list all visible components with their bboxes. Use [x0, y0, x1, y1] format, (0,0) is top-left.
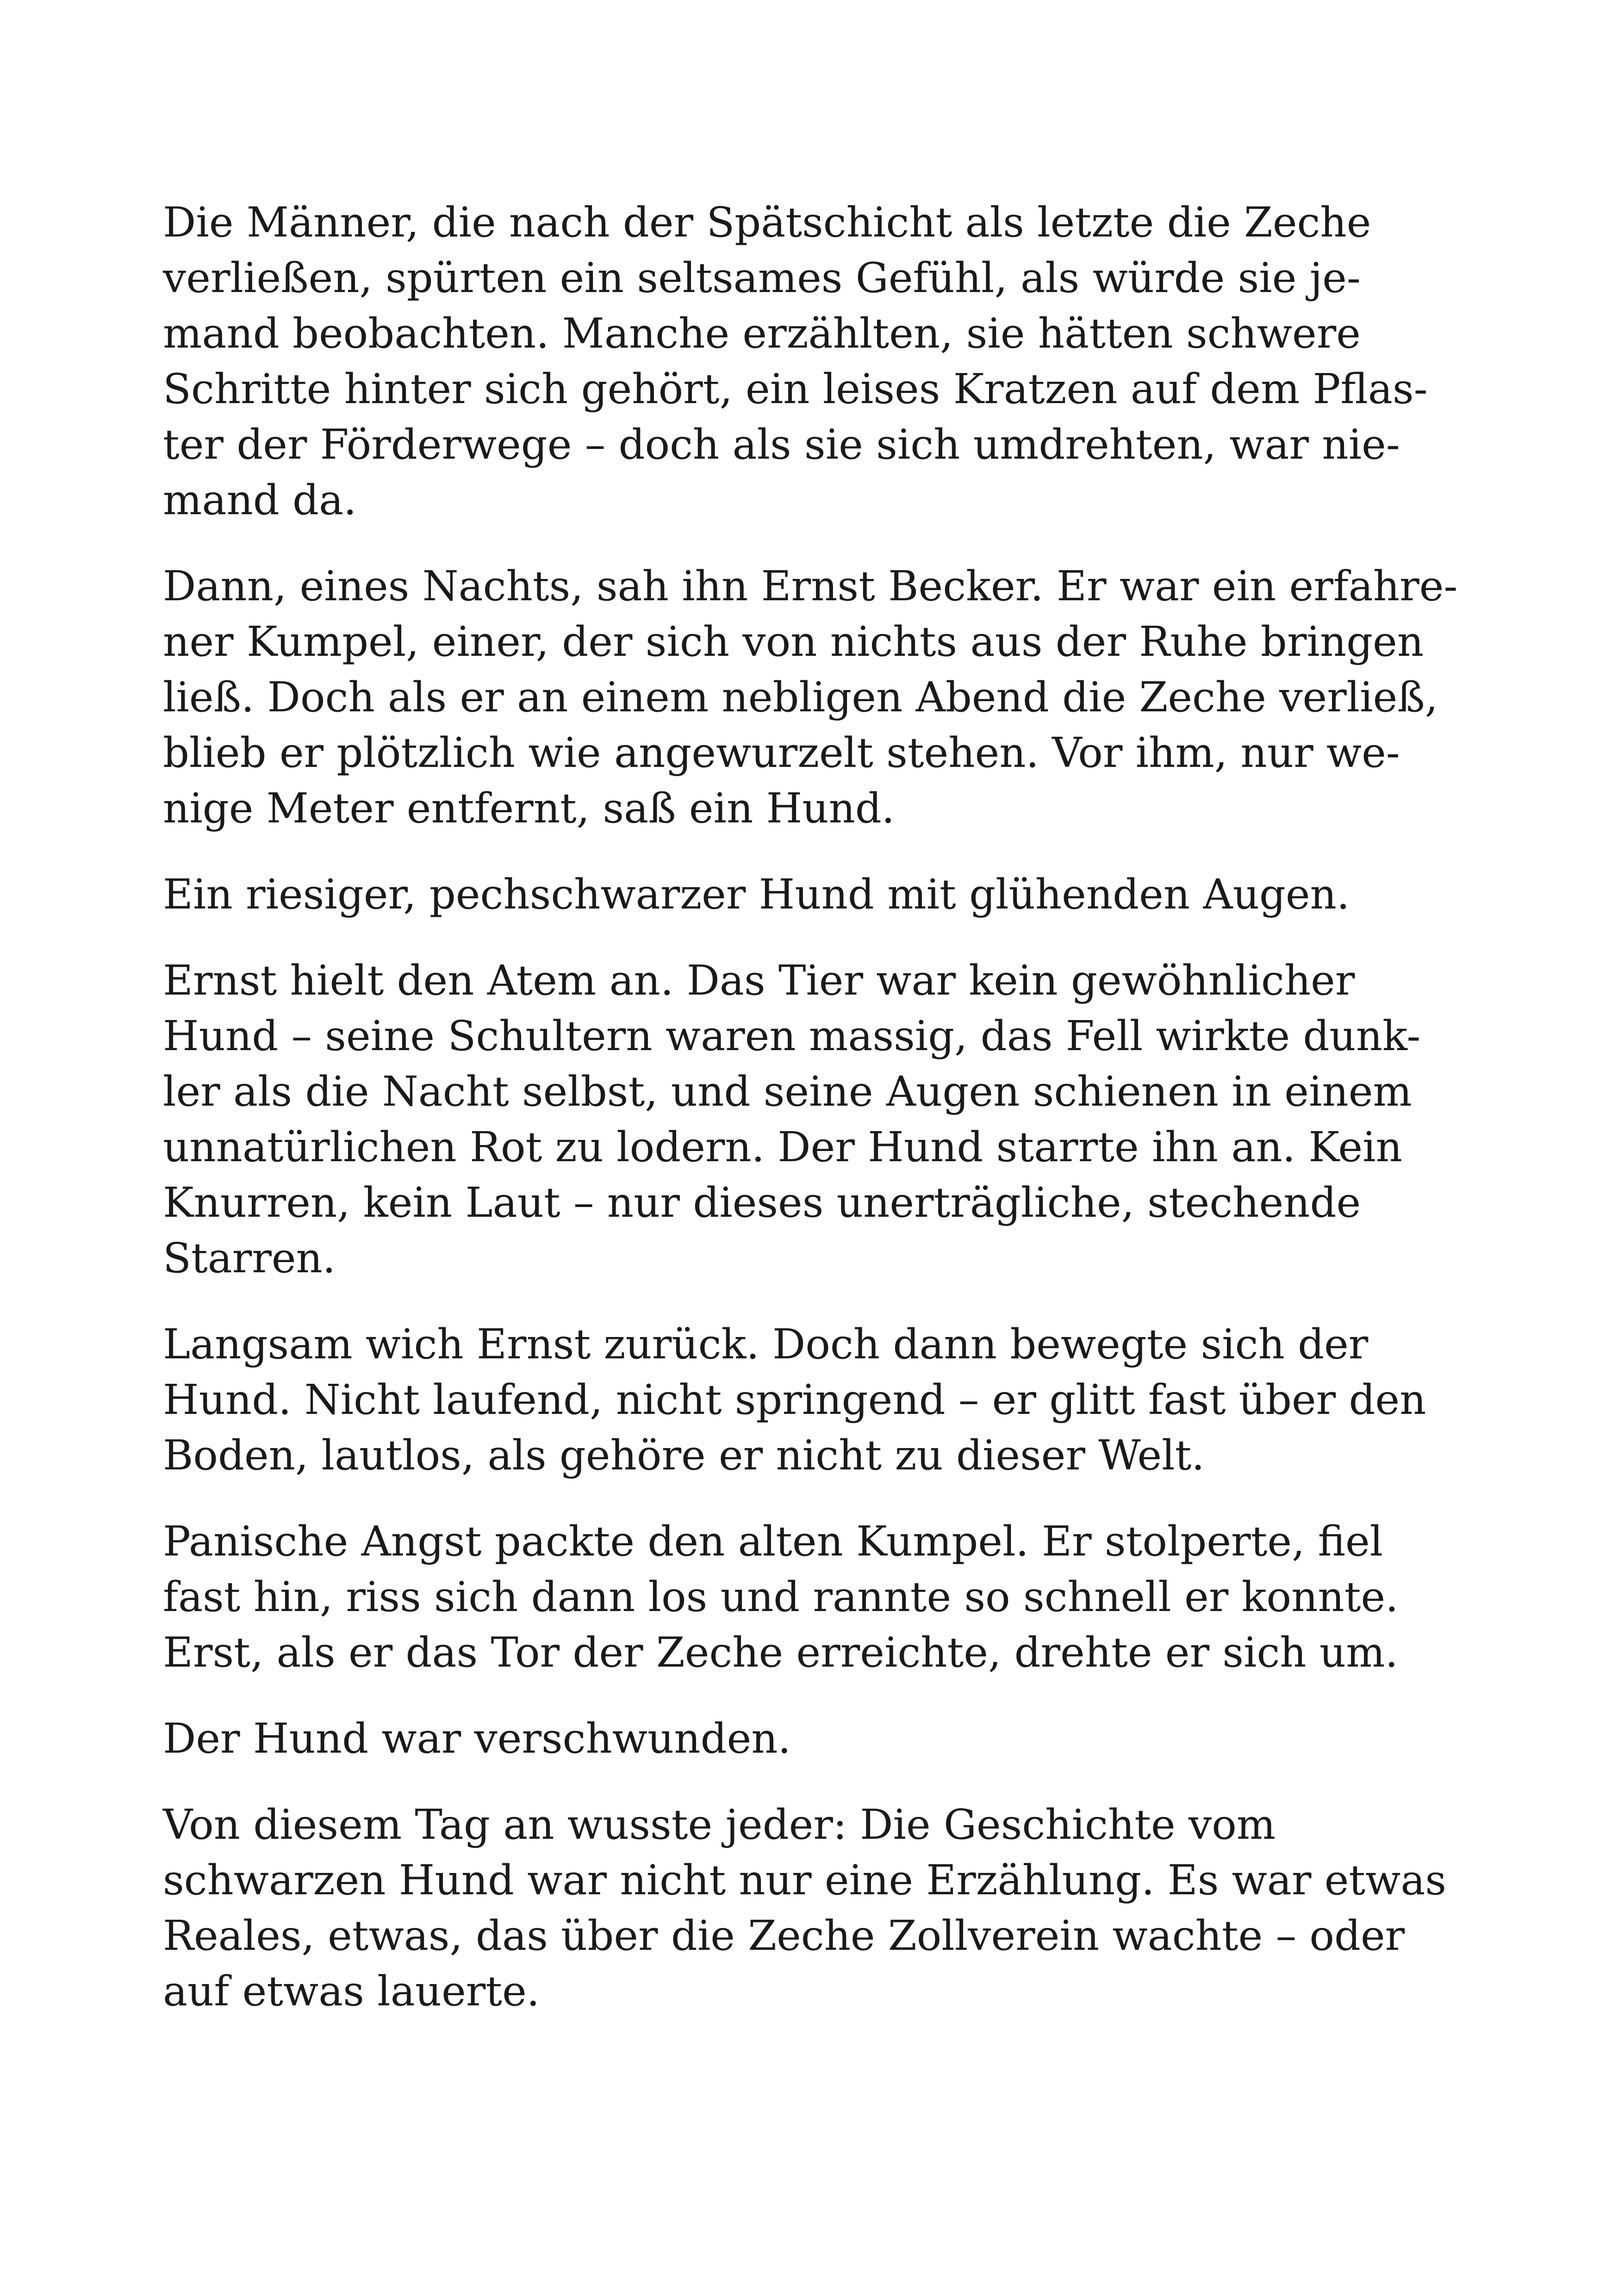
text-line: mand beobachten. Manche erzählten, sie hätten schwere — [163, 309, 1361, 357]
text-line: mand da. — [163, 476, 357, 524]
paragraph-spacing — [163, 1483, 1468, 1513]
paragraph — [163, 952, 1468, 1286]
text-line: schwarzen Hund war nicht nur eine Erzählung. Es war etwas — [163, 1856, 1447, 1904]
text-line: Von diesem Tag an wusste jeder: Die Geschichte vom — [163, 1800, 1276, 1848]
story-text — [163, 194, 1468, 2019]
text-line: fast hin, riss sich dann los und rannte so schnell er konnte. — [163, 1573, 1399, 1621]
text-line: Starren. — [163, 1234, 336, 1282]
text-line: ter der Förderwege – doch als sie sich umdrehten, war nie- — [163, 420, 1400, 468]
text-line: Langsam wich Ernst zurück. Doch dann bewegte sich der — [163, 1320, 1369, 1368]
text-line: Hund. Nicht laufend, nicht springend – er glitt fast über den — [163, 1375, 1426, 1424]
text-line: Ein riesiger, pechschwarzer Hund mit glühenden Augen. — [163, 870, 1350, 918]
text-line: auf etwas lauerte. — [163, 1967, 540, 2015]
text-line: ner Kumpel, einer, der sich von nichts aus der Ruhe bringen — [163, 617, 1424, 666]
text-line: Schritte hinter sich gehört, ein leises Kratzen auf dem Pflas- — [163, 365, 1428, 413]
paragraph — [163, 1711, 1468, 1766]
text-line: Knurren, kein Laut – nur dieses unerträgliche, stechende — [163, 1178, 1361, 1226]
text-line: nige Meter entfernt, saß ein Hund. — [163, 784, 895, 832]
text-line: ler als die Nacht selbst, und seine Augen schienen in einem — [163, 1067, 1412, 1115]
paragraph-spacing — [163, 528, 1468, 558]
text-line: Ernst hielt den Atem an. Das Tier war kein gewöhnlicher — [163, 956, 1355, 1004]
text-line: Dann, eines Nachts, sah ihn Ernst Becker. Er war ein erfahre- — [163, 562, 1458, 610]
text-line: Boden, lautlos, als gehöre er nicht zu dieser Welt. — [163, 1431, 1205, 1479]
text-line: Reales, etwas, das über die Zeche Zollverein wachte – oder — [163, 1911, 1405, 1960]
text-line: verließen, spürten ein seltsames Gefühl, als würde sie je- — [163, 254, 1361, 302]
paragraph-spacing — [163, 836, 1468, 866]
paragraph-spacing — [163, 1766, 1468, 1797]
text-line: Hund – seine Schultern waren massig, das Fell wirkte dunk- — [163, 1012, 1421, 1060]
paragraph-spacing — [163, 922, 1468, 952]
text-line: unnatürlichen Rot zu lodern. Der Hund starrte ihn an. Kein — [163, 1123, 1402, 1171]
paragraph — [163, 194, 1468, 528]
text-line: ließ. Doch als er an einem nebligen Abend die Zeche verließ, — [163, 673, 1438, 721]
text-line: blieb er plötzlich wie angewurzelt stehen. Vor ihm, nur we- — [163, 728, 1400, 777]
text-line: Erst, als er das Tor der Zeche erreichte, drehte er sich um. — [163, 1628, 1398, 1676]
paragraph — [163, 866, 1468, 922]
text-line: Panische Angst packte den alten Kumpel. Er stolperte, fiel — [163, 1517, 1383, 1565]
paragraph-spacing — [163, 1286, 1468, 1316]
text-line: Die Männer, die nach der Spätschicht als letzte die Zeche — [163, 198, 1371, 246]
paragraph — [163, 1513, 1468, 1680]
paragraph — [163, 1797, 1468, 2019]
paragraph — [163, 1316, 1468, 1483]
paragraph-spacing — [163, 1680, 1468, 1711]
paragraph — [163, 558, 1468, 836]
text-line: Der Hund war verschwunden. — [163, 1714, 791, 1762]
